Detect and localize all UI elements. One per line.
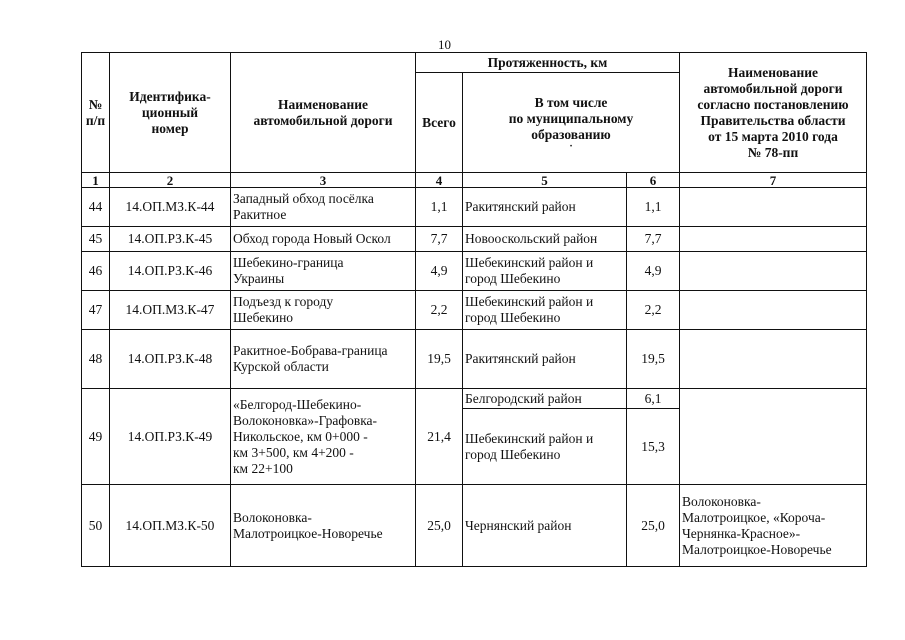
municipal-length: 7,7 (627, 227, 680, 252)
column-number-1: 1 (82, 173, 110, 188)
header-length-group: Протяженность, км (416, 53, 680, 73)
table-row (82, 330, 867, 389)
row-number: 49 (82, 389, 110, 485)
column-number-4: 4 (416, 173, 463, 188)
header-total: Всего (416, 73, 463, 173)
municipal-length: 19,5 (627, 330, 680, 389)
header-municipal: В том числе по муниципальному образованию · (463, 73, 680, 173)
decree-road-name (680, 389, 867, 485)
column-number-2: 2 (110, 173, 231, 188)
row-number: 45 (82, 227, 110, 252)
road-name: «Белгород-Шебекино- Волоконовка»-Графовка- Никольское, км 0+000 - км 3+500, км 4+200 - км 22+100 (231, 389, 416, 485)
road-name: Волоконовка- Малотроицкое-Новоречье (231, 485, 416, 567)
decree-road-name (680, 227, 867, 252)
road-id: 14.ОП.МЗ.К-47 (110, 291, 231, 330)
decree-road-name (680, 330, 867, 389)
total-length: 1,1 (416, 188, 463, 227)
municipal-area: Шебекинский район и город Шебекино (463, 252, 627, 291)
municipal-length: 1,1 (627, 188, 680, 227)
road-name: Западный обход посёлка Ракитное (231, 188, 416, 227)
municipal-area: Шебекинский район и город Шебекино (463, 409, 627, 485)
total-length: 7,7 (416, 227, 463, 252)
road-name: Подъезд к городу Шебекино (231, 291, 416, 330)
municipal-length: 4,9 (627, 252, 680, 291)
header-id: Идентифика- ционный номер (110, 53, 231, 173)
total-length: 2,2 (416, 291, 463, 330)
row-number: 47 (82, 291, 110, 330)
municipal-area: Новооскольский район (463, 227, 627, 252)
road-id: 14.ОП.РЗ.К-48 (110, 330, 231, 389)
municipal-length: 6,1 (627, 389, 680, 409)
column-number-7: 7 (680, 173, 867, 188)
road-id: 14.ОП.МЗ.К-44 (110, 188, 231, 227)
total-length: 19,5 (416, 330, 463, 389)
road-name: Ракитное-Бобрава-граница Курской области (231, 330, 416, 389)
municipal-length: 15,3 (627, 409, 680, 485)
column-number-6: 6 (627, 173, 680, 188)
row-number: 50 (82, 485, 110, 567)
municipal-length: 2,2 (627, 291, 680, 330)
table-row (82, 227, 867, 252)
table-row (82, 485, 867, 567)
table-row (82, 188, 867, 227)
table-row (82, 291, 867, 330)
decree-road-name (680, 252, 867, 291)
header-road-name: Наименование автомобильной дороги (231, 53, 416, 173)
decree-road-name (680, 291, 867, 330)
column-number-3: 3 (231, 173, 416, 188)
row-number: 48 (82, 330, 110, 389)
road-id: 14.ОП.РЗ.К-46 (110, 252, 231, 291)
column-numbers-row (82, 173, 867, 188)
total-length: 4,9 (416, 252, 463, 291)
municipal-area: Чернянский район (463, 485, 627, 567)
header-num: № п/п (82, 53, 110, 173)
table-row (82, 389, 867, 409)
header-decree-name: Наименование автомобильной дороги согласно постановлению Правительства области от 15 марта 2010 года № 78-пп (680, 53, 867, 173)
municipal-area: Шебекинский район и город Шебекино (463, 291, 627, 330)
table-row (82, 252, 867, 291)
road-id: 14.ОП.РЗ.К-45 (110, 227, 231, 252)
page-number: 10 (438, 37, 451, 52)
row-number: 44 (82, 188, 110, 227)
total-length: 25,0 (416, 485, 463, 567)
road-name: Обход города Новый Оскол (231, 227, 416, 252)
municipal-area: Ракитянский район (463, 188, 627, 227)
municipal-area: Белгородский район (463, 389, 627, 409)
total-length: 21,4 (416, 389, 463, 485)
column-number-5: 5 (463, 173, 627, 188)
municipal-length: 25,0 (627, 485, 680, 567)
municipal-area: Ракитянский район (463, 330, 627, 389)
decree-road-name (680, 188, 867, 227)
roads-table (81, 52, 867, 567)
decree-road-name: Волоконовка- Малотроицкое, «Короча- Чернянка-Красное»- Малотроицкое-Новоречье (680, 485, 867, 567)
road-id: 14.ОП.МЗ.К-50 (110, 485, 231, 567)
road-name: Шебекино-граница Украины (231, 252, 416, 291)
road-id: 14.ОП.РЗ.К-49 (110, 389, 231, 485)
row-number: 46 (82, 252, 110, 291)
